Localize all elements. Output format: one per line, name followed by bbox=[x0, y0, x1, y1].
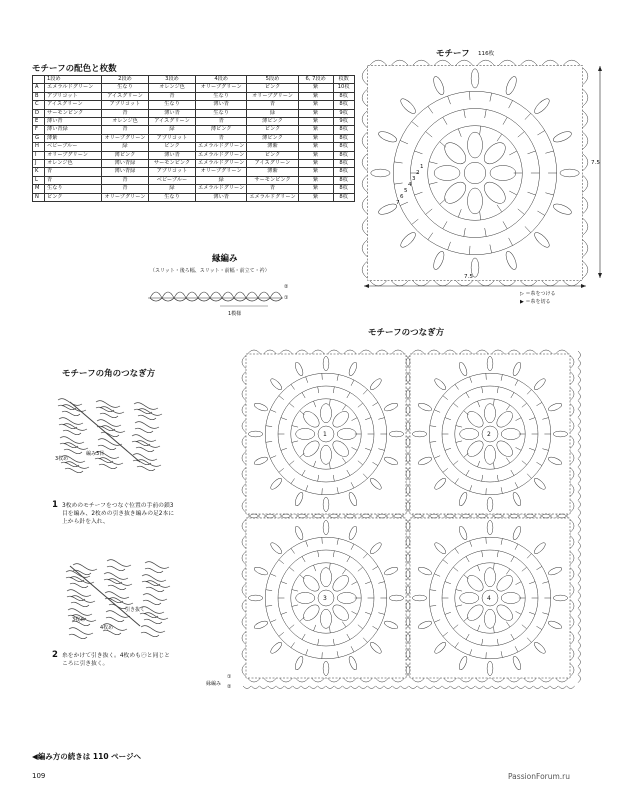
color-table-cell: 紫 bbox=[298, 176, 333, 184]
corner-3rd-row-label: 編み3目 bbox=[86, 451, 105, 457]
legend-cut: ▶ ＝糸を切る bbox=[520, 299, 551, 305]
color-table-cell: ベビーブルー bbox=[45, 143, 102, 151]
color-table-cell: 9枚 bbox=[333, 118, 354, 126]
color-table-cell: エメラルドグリーン bbox=[45, 84, 102, 92]
color-table-cell: 青 bbox=[196, 134, 247, 142]
edging-row1-label: ① bbox=[284, 295, 289, 301]
color-table-cell: 緑 bbox=[149, 126, 196, 134]
color-table-cell: エメラルドグリーン bbox=[196, 151, 247, 159]
color-table-cell: 10枚 bbox=[333, 84, 354, 92]
corner-4th-label: 4枚め bbox=[100, 625, 114, 631]
color-table-row bbox=[33, 134, 355, 142]
corner-title: モチーフの角のつなぎ方 bbox=[62, 369, 156, 379]
color-table-cell: 薄ピンク bbox=[196, 126, 247, 134]
color-table-cell: B bbox=[33, 92, 45, 100]
color-table-cell: 薄紫 bbox=[247, 168, 298, 176]
color-table-header-cell: 4段め bbox=[196, 76, 247, 84]
color-table-cell: アイスグリーン bbox=[45, 101, 102, 109]
step2-number: 2 bbox=[52, 650, 58, 660]
color-table-cell: 紫 bbox=[298, 185, 333, 193]
color-table-cell: C bbox=[33, 101, 45, 109]
color-table-cell: 薄紫 bbox=[247, 143, 298, 151]
color-table-cell: ピンク bbox=[149, 143, 196, 151]
color-table-cell: オリーブグリーン bbox=[196, 84, 247, 92]
color-table-cell: 生なり bbox=[149, 101, 196, 109]
step2-text: 糸をかけて引き抜く。4枚めも㋩と同じところに引き抜く。 bbox=[62, 653, 170, 667]
color-table-cell: 青 bbox=[247, 101, 298, 109]
color-table-cell: K bbox=[33, 168, 45, 176]
color-table-cell: エメラルドグリーン bbox=[196, 143, 247, 151]
motif-drawing bbox=[362, 60, 588, 286]
color-table-cell: オリーブグリーン bbox=[102, 193, 149, 201]
color-table-cell: E bbox=[33, 118, 45, 126]
motif-dim-horizontal: 7.5 bbox=[464, 274, 473, 280]
motif-round-label: 3 bbox=[412, 176, 416, 182]
edging-pattern-label: 1模様 bbox=[228, 311, 242, 317]
color-table-cell: A bbox=[33, 84, 45, 92]
color-table-cell: 青 bbox=[102, 185, 149, 193]
motif-round-label: 4 bbox=[408, 182, 412, 188]
step1-text: 3枚めのモチーフをつなぐ位置の手前の鎖3目を編み、2枚めの引き抜き編みの足2本に上から針を入れ、 bbox=[62, 503, 175, 525]
color-table-cell: オリーブグリーン bbox=[196, 168, 247, 176]
color-table-row bbox=[33, 126, 355, 134]
color-table-cell: エメラルドグリーン bbox=[196, 160, 247, 168]
color-table-cell: N bbox=[33, 193, 45, 201]
color-table-cell: アプリコット bbox=[149, 134, 196, 142]
color-table-cell: 緑 bbox=[247, 109, 298, 117]
color-table-cell: 薄い青 bbox=[45, 118, 102, 126]
color-table-cell: 紫 bbox=[298, 160, 333, 168]
motif-dim-vertical: 7.5 bbox=[591, 160, 600, 166]
color-table-cell: アプリコット bbox=[149, 168, 196, 176]
color-table-cell: アイスグリーン bbox=[102, 92, 149, 100]
color-table-cell: 8枚 bbox=[333, 160, 354, 168]
color-table-cell: オレンジ色 bbox=[102, 118, 149, 126]
color-table-cell: 紫 bbox=[298, 134, 333, 142]
color-table bbox=[32, 75, 355, 202]
joining-edge-r1: ① bbox=[227, 674, 232, 680]
color-table-cell: オリーブグリーン bbox=[102, 134, 149, 142]
color-table-header-cell: 枚数 bbox=[333, 76, 354, 84]
color-table-cell: 8枚 bbox=[333, 176, 354, 184]
color-table-cell: 紫 bbox=[298, 92, 333, 100]
color-table-header-cell: 1段め bbox=[45, 76, 102, 84]
color-table-cell: 紫 bbox=[298, 101, 333, 109]
edging-subtitle: （スリット・後ろ幅、スリット・前幅・前立て・衿） bbox=[150, 268, 270, 274]
color-table-cell: 薄ピンク bbox=[102, 151, 149, 159]
watermark: PassionForum.ru bbox=[508, 772, 571, 781]
color-table-cell: アイスグリーン bbox=[247, 160, 298, 168]
color-table-cell: 青 bbox=[45, 176, 102, 184]
color-table-cell: アプリコット bbox=[102, 101, 149, 109]
corner-3rd-label-b: 3枚め bbox=[72, 617, 86, 623]
edging-drawing bbox=[148, 292, 283, 306]
color-table-cell: サーモンピンク bbox=[247, 176, 298, 184]
corner-pull-label: 引き抜く bbox=[125, 607, 146, 613]
color-table-row bbox=[33, 168, 355, 176]
color-table-cell: 薄紫 bbox=[45, 134, 102, 142]
color-table-title: モチーフの配色と枚数 bbox=[32, 64, 117, 74]
color-table-row bbox=[33, 193, 355, 201]
color-table-cell: 紫 bbox=[298, 109, 333, 117]
color-table-cell: 青 bbox=[102, 109, 149, 117]
color-table-cell: I bbox=[33, 151, 45, 159]
color-table-cell: 紫 bbox=[298, 151, 333, 159]
color-table-cell: 薄い青 bbox=[196, 193, 247, 201]
motif-round-label: 5 bbox=[404, 188, 408, 194]
color-table-cell: 薄い青 bbox=[149, 109, 196, 117]
color-table-cell: 緑 bbox=[102, 143, 149, 151]
color-table-cell: J bbox=[33, 160, 45, 168]
color-table-cell: 薄い青緑 bbox=[45, 126, 102, 134]
color-table-cell: ピンク bbox=[247, 126, 298, 134]
color-table-cell: 薄い青緑 bbox=[102, 168, 149, 176]
color-table-cell: 8枚 bbox=[333, 193, 354, 201]
step1-number: 1 bbox=[52, 500, 58, 510]
motif-dim-arrow bbox=[360, 282, 590, 290]
motif-title: モチーフ bbox=[436, 49, 470, 59]
color-table-header-cell: 6, 7段め bbox=[298, 76, 333, 84]
yarn-strands bbox=[58, 399, 162, 473]
continue-note: ◀編み方の続きは 110 ページへ bbox=[32, 752, 141, 761]
color-table-cell: ピンク bbox=[45, 193, 102, 201]
edging-title: 縁編み bbox=[212, 254, 238, 264]
color-table-cell: 薄い青 bbox=[196, 101, 247, 109]
color-table-cell: D bbox=[33, 109, 45, 117]
color-table-cell: 紫 bbox=[298, 118, 333, 126]
color-table-cell: ピンク bbox=[247, 84, 298, 92]
color-table-cell: 薄ピンク bbox=[247, 118, 298, 126]
joining-title: モチーフのつなぎ方 bbox=[368, 328, 445, 338]
color-table-cell: F bbox=[33, 126, 45, 134]
color-table-header-cell: 2段め bbox=[102, 76, 149, 84]
corner-3rd-label: 3枚め bbox=[55, 456, 69, 462]
color-table-cell: サーモンピンク bbox=[149, 160, 196, 168]
color-table-cell: オリーブグリーン bbox=[45, 151, 102, 159]
color-table-row bbox=[33, 143, 355, 151]
color-table-cell: 8枚 bbox=[333, 126, 354, 134]
color-table-row bbox=[33, 92, 355, 100]
color-table-cell: 生なり bbox=[196, 109, 247, 117]
legend-attach: ▷ ＝糸をつける bbox=[520, 291, 556, 297]
motif-round-label: 2 bbox=[416, 170, 420, 176]
color-table-cell: アイスグリーン bbox=[149, 118, 196, 126]
color-table-cell: 生なり bbox=[102, 84, 149, 92]
color-table-cell: 9枚 bbox=[333, 109, 354, 117]
color-table-cell: 紫 bbox=[298, 126, 333, 134]
motif-round-label: 7 bbox=[396, 200, 400, 206]
color-table-header-cell bbox=[33, 76, 45, 84]
color-table-cell: 生なり bbox=[196, 92, 247, 100]
color-table-cell: 8枚 bbox=[333, 92, 354, 100]
color-table-cell: エメラルドグリーン bbox=[196, 185, 247, 193]
joining-motif-number: 4 bbox=[487, 595, 491, 602]
joining-edge-label: 縁編み bbox=[206, 681, 222, 687]
color-table-cell: 緑 bbox=[196, 176, 247, 184]
color-table-cell: 青 bbox=[102, 176, 149, 184]
color-table-cell: 紫 bbox=[298, 193, 333, 201]
color-table-cell: 薄い青緑 bbox=[102, 160, 149, 168]
color-table-cell: 青 bbox=[45, 168, 102, 176]
color-table-header-cell: 5段め bbox=[247, 76, 298, 84]
color-table-row bbox=[33, 118, 355, 126]
color-table-header-cell: 3段め bbox=[149, 76, 196, 84]
motif-round-label: 6 bbox=[400, 194, 404, 200]
page-number: 109 bbox=[32, 772, 46, 780]
yarn-strands bbox=[66, 560, 170, 639]
color-table-cell: 8枚 bbox=[333, 134, 354, 142]
color-table-cell: オレンジ色 bbox=[149, 84, 196, 92]
joining-edging bbox=[243, 351, 581, 689]
color-table-cell: M bbox=[33, 185, 45, 193]
color-table-row bbox=[33, 160, 355, 168]
color-table-cell: 生なり bbox=[45, 185, 102, 193]
color-table-cell: オレンジ色 bbox=[45, 160, 102, 168]
motif-round-label: 1 bbox=[420, 164, 424, 170]
color-table-row bbox=[33, 185, 355, 193]
color-table-cell: 8枚 bbox=[333, 185, 354, 193]
color-table-cell: 薄い青 bbox=[149, 151, 196, 159]
joining-chart bbox=[238, 346, 588, 696]
color-table-cell: L bbox=[33, 176, 45, 184]
color-table-cell: 薄ピンク bbox=[247, 134, 298, 142]
color-table-header bbox=[33, 76, 355, 84]
color-table-row bbox=[33, 109, 355, 117]
color-table-cell: 8枚 bbox=[333, 168, 354, 176]
edging-row2-label: ② bbox=[284, 284, 289, 290]
color-table-cell: 青 bbox=[247, 185, 298, 193]
joining-motif-number: 1 bbox=[323, 431, 327, 438]
color-table-cell: 青 bbox=[102, 126, 149, 134]
color-table-cell: 生なり bbox=[149, 193, 196, 201]
color-table-cell: 青 bbox=[149, 92, 196, 100]
color-table-cell: H bbox=[33, 143, 45, 151]
color-table-cell: サーモンピンク bbox=[45, 109, 102, 117]
color-table-cell: 8枚 bbox=[333, 143, 354, 151]
color-table-cell: G bbox=[33, 134, 45, 142]
color-table-cell: エメラルドグリーン bbox=[247, 193, 298, 201]
edging-chart bbox=[148, 280, 288, 320]
color-table-cell: オリーブグリーン bbox=[247, 92, 298, 100]
color-table-cell: ピンク bbox=[247, 151, 298, 159]
joining-edge-r2: ② bbox=[227, 684, 232, 690]
color-table-row bbox=[33, 176, 355, 184]
color-table-row bbox=[33, 84, 355, 92]
color-table-cell: ベビーブルー bbox=[149, 176, 196, 184]
joining-motif-number: 2 bbox=[487, 431, 491, 438]
joining-motif-number: 3 bbox=[323, 595, 327, 602]
color-table-cell: 紫 bbox=[298, 143, 333, 151]
color-table-cell: 紫 bbox=[298, 168, 333, 176]
color-table-cell: 青 bbox=[196, 118, 247, 126]
color-table-row bbox=[33, 101, 355, 109]
motif-count: 116枚 bbox=[478, 51, 495, 57]
color-table-cell: 紫 bbox=[298, 84, 333, 92]
color-table-cell: 8枚 bbox=[333, 151, 354, 159]
color-table-cell: アプリコット bbox=[45, 92, 102, 100]
color-table-row bbox=[33, 151, 355, 159]
color-table-cell: 8枚 bbox=[333, 101, 354, 109]
motif-dim-arrow-vertical bbox=[596, 62, 604, 282]
motif-chart bbox=[360, 58, 590, 288]
color-table-cell: 緑 bbox=[149, 185, 196, 193]
